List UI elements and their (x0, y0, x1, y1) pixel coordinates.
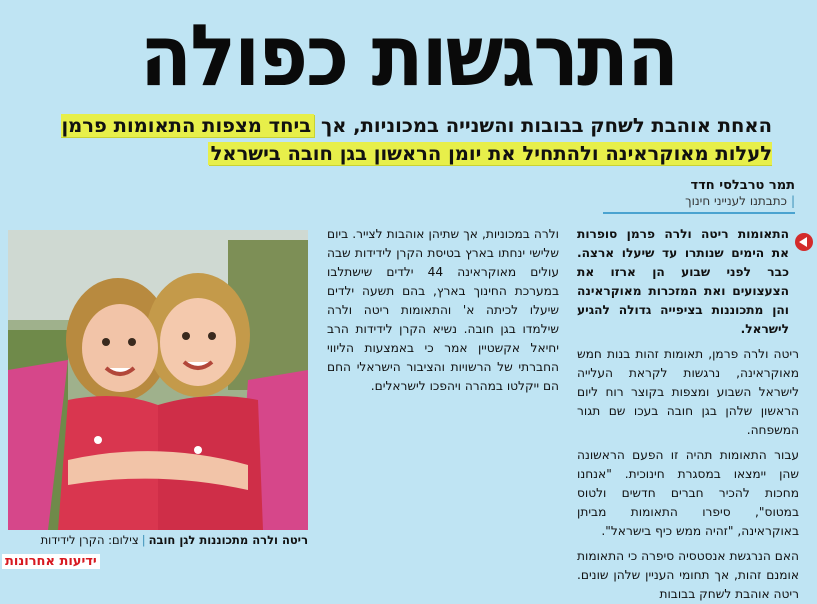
article-paragraph: ולרה במכוניות, אך שתיהן אוהבות לצייר. ביום שלישי ינחתו בארץ בטיסת הקרן לידידות שבה עולים מאוקראינה 44 ילדים שישתלבו במערכת החינוך בארץ, בהם תשעה ילדים שיעלו לכיתה א' והתאומות ריטה ולרה שילמדו בגן חובה. נשיא הקרן לידידות הרב יחיאל אקשטיין אמר כי באמצעות הליווי החברתי של הרשויות והציבור הישראלי החם הם ייקלטו במהרה ויהפכו לישראלים. (327, 227, 559, 393)
play-bullet-icon (795, 233, 813, 251)
article-paragraph: האם הנרגשת אנסטסיה סיפרה כי התאומות אומנם זהות, אך תחומי העניין שלהן שונים. ריטה אוהבת לשחק בבובות (577, 549, 799, 601)
byline-separator: | (790, 194, 795, 208)
article-column-2 (327, 225, 559, 555)
byline-rule (603, 212, 795, 214)
article-column-1 (577, 225, 799, 601)
byline-role (685, 194, 795, 209)
photo-credit: צילום: הקרן לידידות (40, 533, 139, 547)
subhead-text: האחת אוהבת לשחק בבובות והשנייה במכוניות, אך (320, 114, 772, 137)
article-body (251, 225, 799, 601)
subhead-highlight: ביחד מצפות התאומות פרמן לעלות מאוקראינה ולהתחיל את יומן הראשון בגן חובה בישראל (61, 114, 772, 165)
subhead (60, 112, 772, 168)
caption-separator: | (141, 533, 146, 547)
photo-caption (8, 532, 308, 548)
caption-text: ריטה ולרה מתכוננות לגן חובה (148, 533, 308, 547)
byline-author: תמר טרבלסי חדד (690, 178, 795, 193)
twins-photo (8, 230, 308, 530)
article-lead: התאומות ריטה ולרה פרמן סופרות את הימים שנותרו עד שיעלו ארצה. כבר לפני שבוע הן ארזו את הצעצועים ואת המזכרות מאוקראינה והן מתכוננות בציפייה גדולה להגיע לישראל. (577, 227, 789, 336)
article-paragraph: עבור התאומות תהיה זו הפעם הראשונה שהן יימצאו במסגרת חינוכית. "אנחנו מחכות להכיר חברים חדשים ולטוס במטוס", סיפרו התאומות מביתן באוקראינה, "זהיה ממש כיף בישראל". (577, 448, 799, 538)
byline (685, 178, 795, 209)
twins-illustration (8, 230, 308, 530)
masthead-logo: ידיעות אחרונות (2, 554, 100, 569)
article-paragraph: ריטה ולרה פרמן, תאומות זהות בנות חמש מאוקראינה, נרגשות לקראת העלייה לישראל השבוע ומצפות בקוצר רוח ליום הראשון שלהן בגן חובה בעכו שם תגור המשפחה. (577, 347, 799, 437)
byline-role-text: כתבתנו לענייני חינוך (685, 194, 787, 208)
headline: התרגשות כפולה (139, 5, 678, 106)
